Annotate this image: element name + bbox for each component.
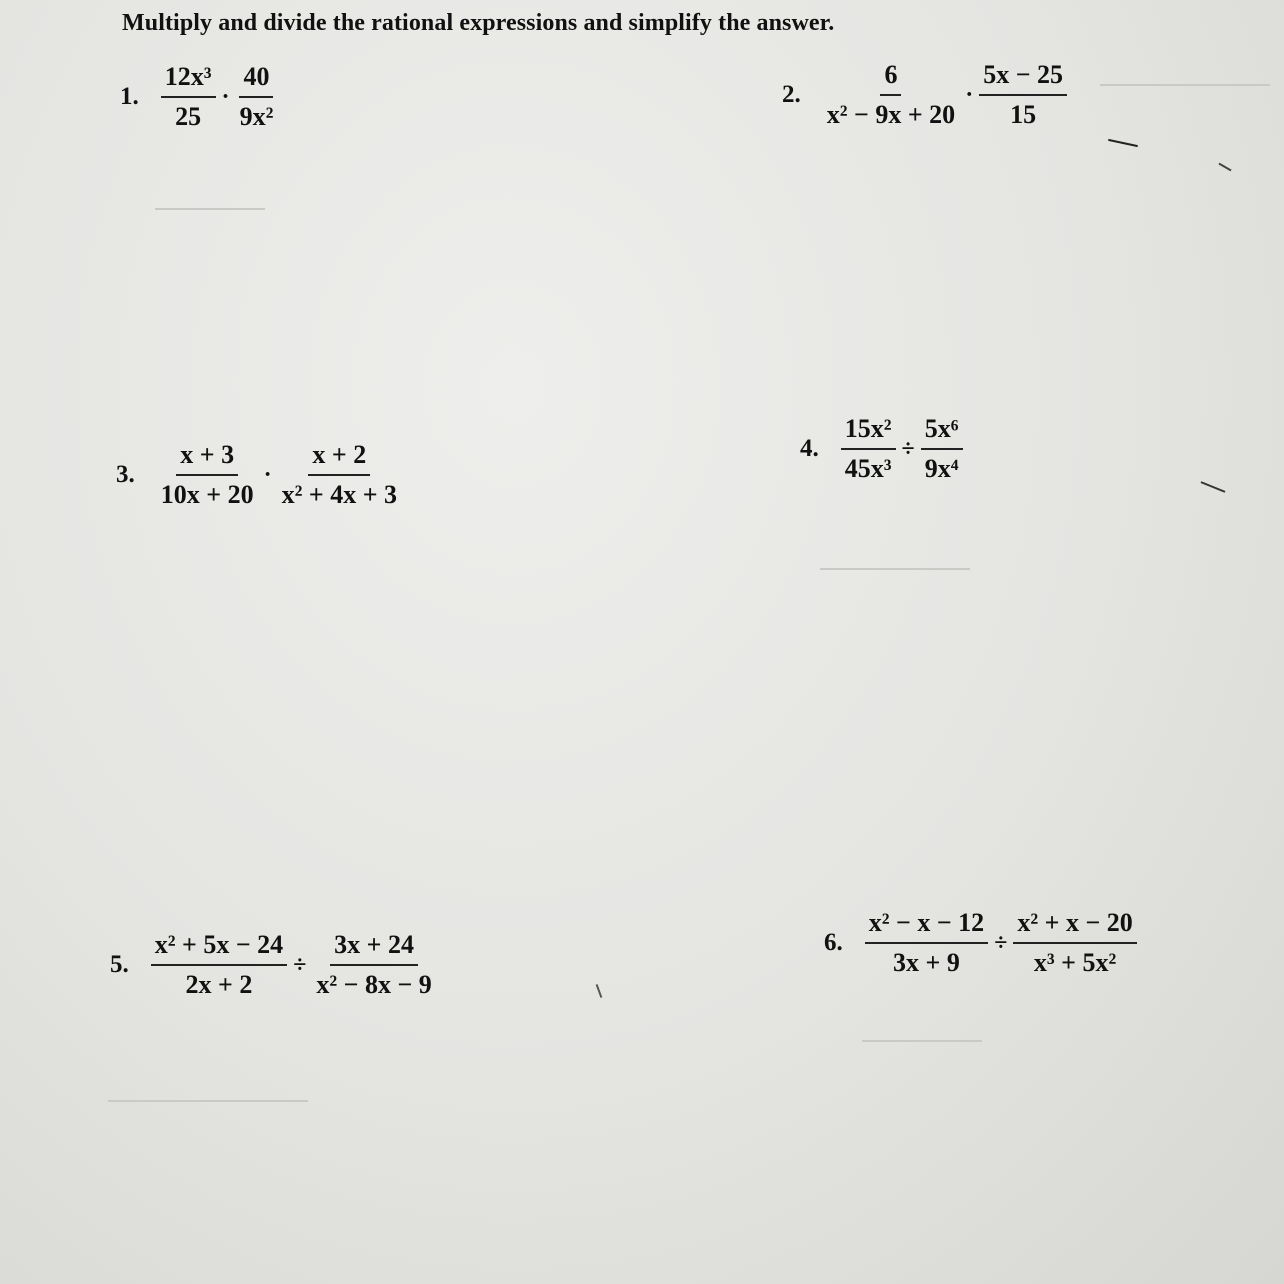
denominator: 9x⁴ bbox=[924, 454, 959, 483]
denominator: x³ + 5x² bbox=[1033, 948, 1117, 977]
problem-1 bbox=[120, 62, 279, 132]
pencil-mark bbox=[862, 1040, 982, 1042]
left-fraction bbox=[151, 930, 287, 1000]
numerator: x² + 5x − 24 bbox=[151, 930, 287, 966]
numerator: x² + x − 20 bbox=[1013, 908, 1136, 944]
right-fraction bbox=[278, 440, 401, 510]
operator: · bbox=[221, 83, 230, 110]
numerator: x² − x − 12 bbox=[865, 908, 988, 944]
pencil-mark bbox=[108, 1100, 308, 1102]
problem-3 bbox=[116, 440, 403, 510]
numerator: x + 2 bbox=[308, 440, 370, 476]
problem-number: 3. bbox=[116, 461, 135, 488]
left-fraction bbox=[823, 60, 959, 130]
right-fraction bbox=[312, 930, 435, 1000]
denominator: 45x³ bbox=[844, 454, 892, 483]
left-fraction bbox=[865, 908, 988, 978]
denominator: 10x + 20 bbox=[160, 480, 254, 509]
numerator: 5x − 25 bbox=[979, 60, 1067, 96]
left-fraction bbox=[157, 440, 258, 510]
right-fraction bbox=[236, 62, 278, 132]
operator: ÷ bbox=[901, 435, 915, 462]
pencil-mark bbox=[596, 984, 603, 998]
pencil-mark bbox=[1201, 481, 1226, 493]
problem-number: 4. bbox=[800, 435, 819, 462]
operator: · bbox=[965, 81, 974, 108]
numerator: 40 bbox=[239, 62, 273, 98]
problem-2 bbox=[782, 60, 1069, 130]
denominator: x² − 8x − 9 bbox=[316, 970, 432, 999]
pencil-mark bbox=[1108, 139, 1138, 147]
problem-number: 5. bbox=[110, 951, 129, 978]
problem-4 bbox=[800, 414, 965, 484]
denominator: x² − 9x + 20 bbox=[826, 100, 956, 129]
worksheet-instructions: Multiply and divide the rational expressions and simplify the answer. bbox=[122, 10, 835, 36]
right-fraction bbox=[921, 414, 963, 484]
operator: ÷ bbox=[293, 951, 307, 978]
pencil-mark bbox=[1100, 84, 1270, 86]
problem-number: 6. bbox=[824, 929, 843, 956]
pencil-mark bbox=[1218, 163, 1231, 172]
numerator: 5x⁶ bbox=[921, 414, 963, 450]
left-fraction bbox=[841, 414, 896, 484]
denominator: 25 bbox=[175, 102, 202, 131]
operator: · bbox=[263, 461, 272, 488]
numerator: 3x + 24 bbox=[330, 930, 418, 966]
denominator: 9x² bbox=[239, 102, 274, 131]
left-fraction bbox=[161, 62, 216, 132]
pencil-mark bbox=[820, 568, 970, 570]
problem-number: 1. bbox=[120, 83, 139, 110]
operator: ÷ bbox=[994, 929, 1008, 956]
numerator: 6 bbox=[880, 60, 901, 96]
denominator: 15 bbox=[1010, 100, 1037, 129]
problem-number: 2. bbox=[782, 81, 801, 108]
numerator: 15x² bbox=[841, 414, 896, 450]
denominator: x² + 4x + 3 bbox=[281, 480, 398, 509]
denominator: 2x + 2 bbox=[185, 970, 253, 999]
problem-6 bbox=[824, 908, 1139, 978]
numerator: x + 3 bbox=[176, 440, 238, 476]
denominator: 3x + 9 bbox=[893, 948, 960, 977]
problem-5 bbox=[110, 930, 438, 1000]
right-fraction bbox=[1013, 908, 1136, 978]
right-fraction bbox=[979, 60, 1067, 130]
pencil-mark bbox=[155, 208, 265, 210]
numerator: 12x³ bbox=[161, 62, 216, 98]
